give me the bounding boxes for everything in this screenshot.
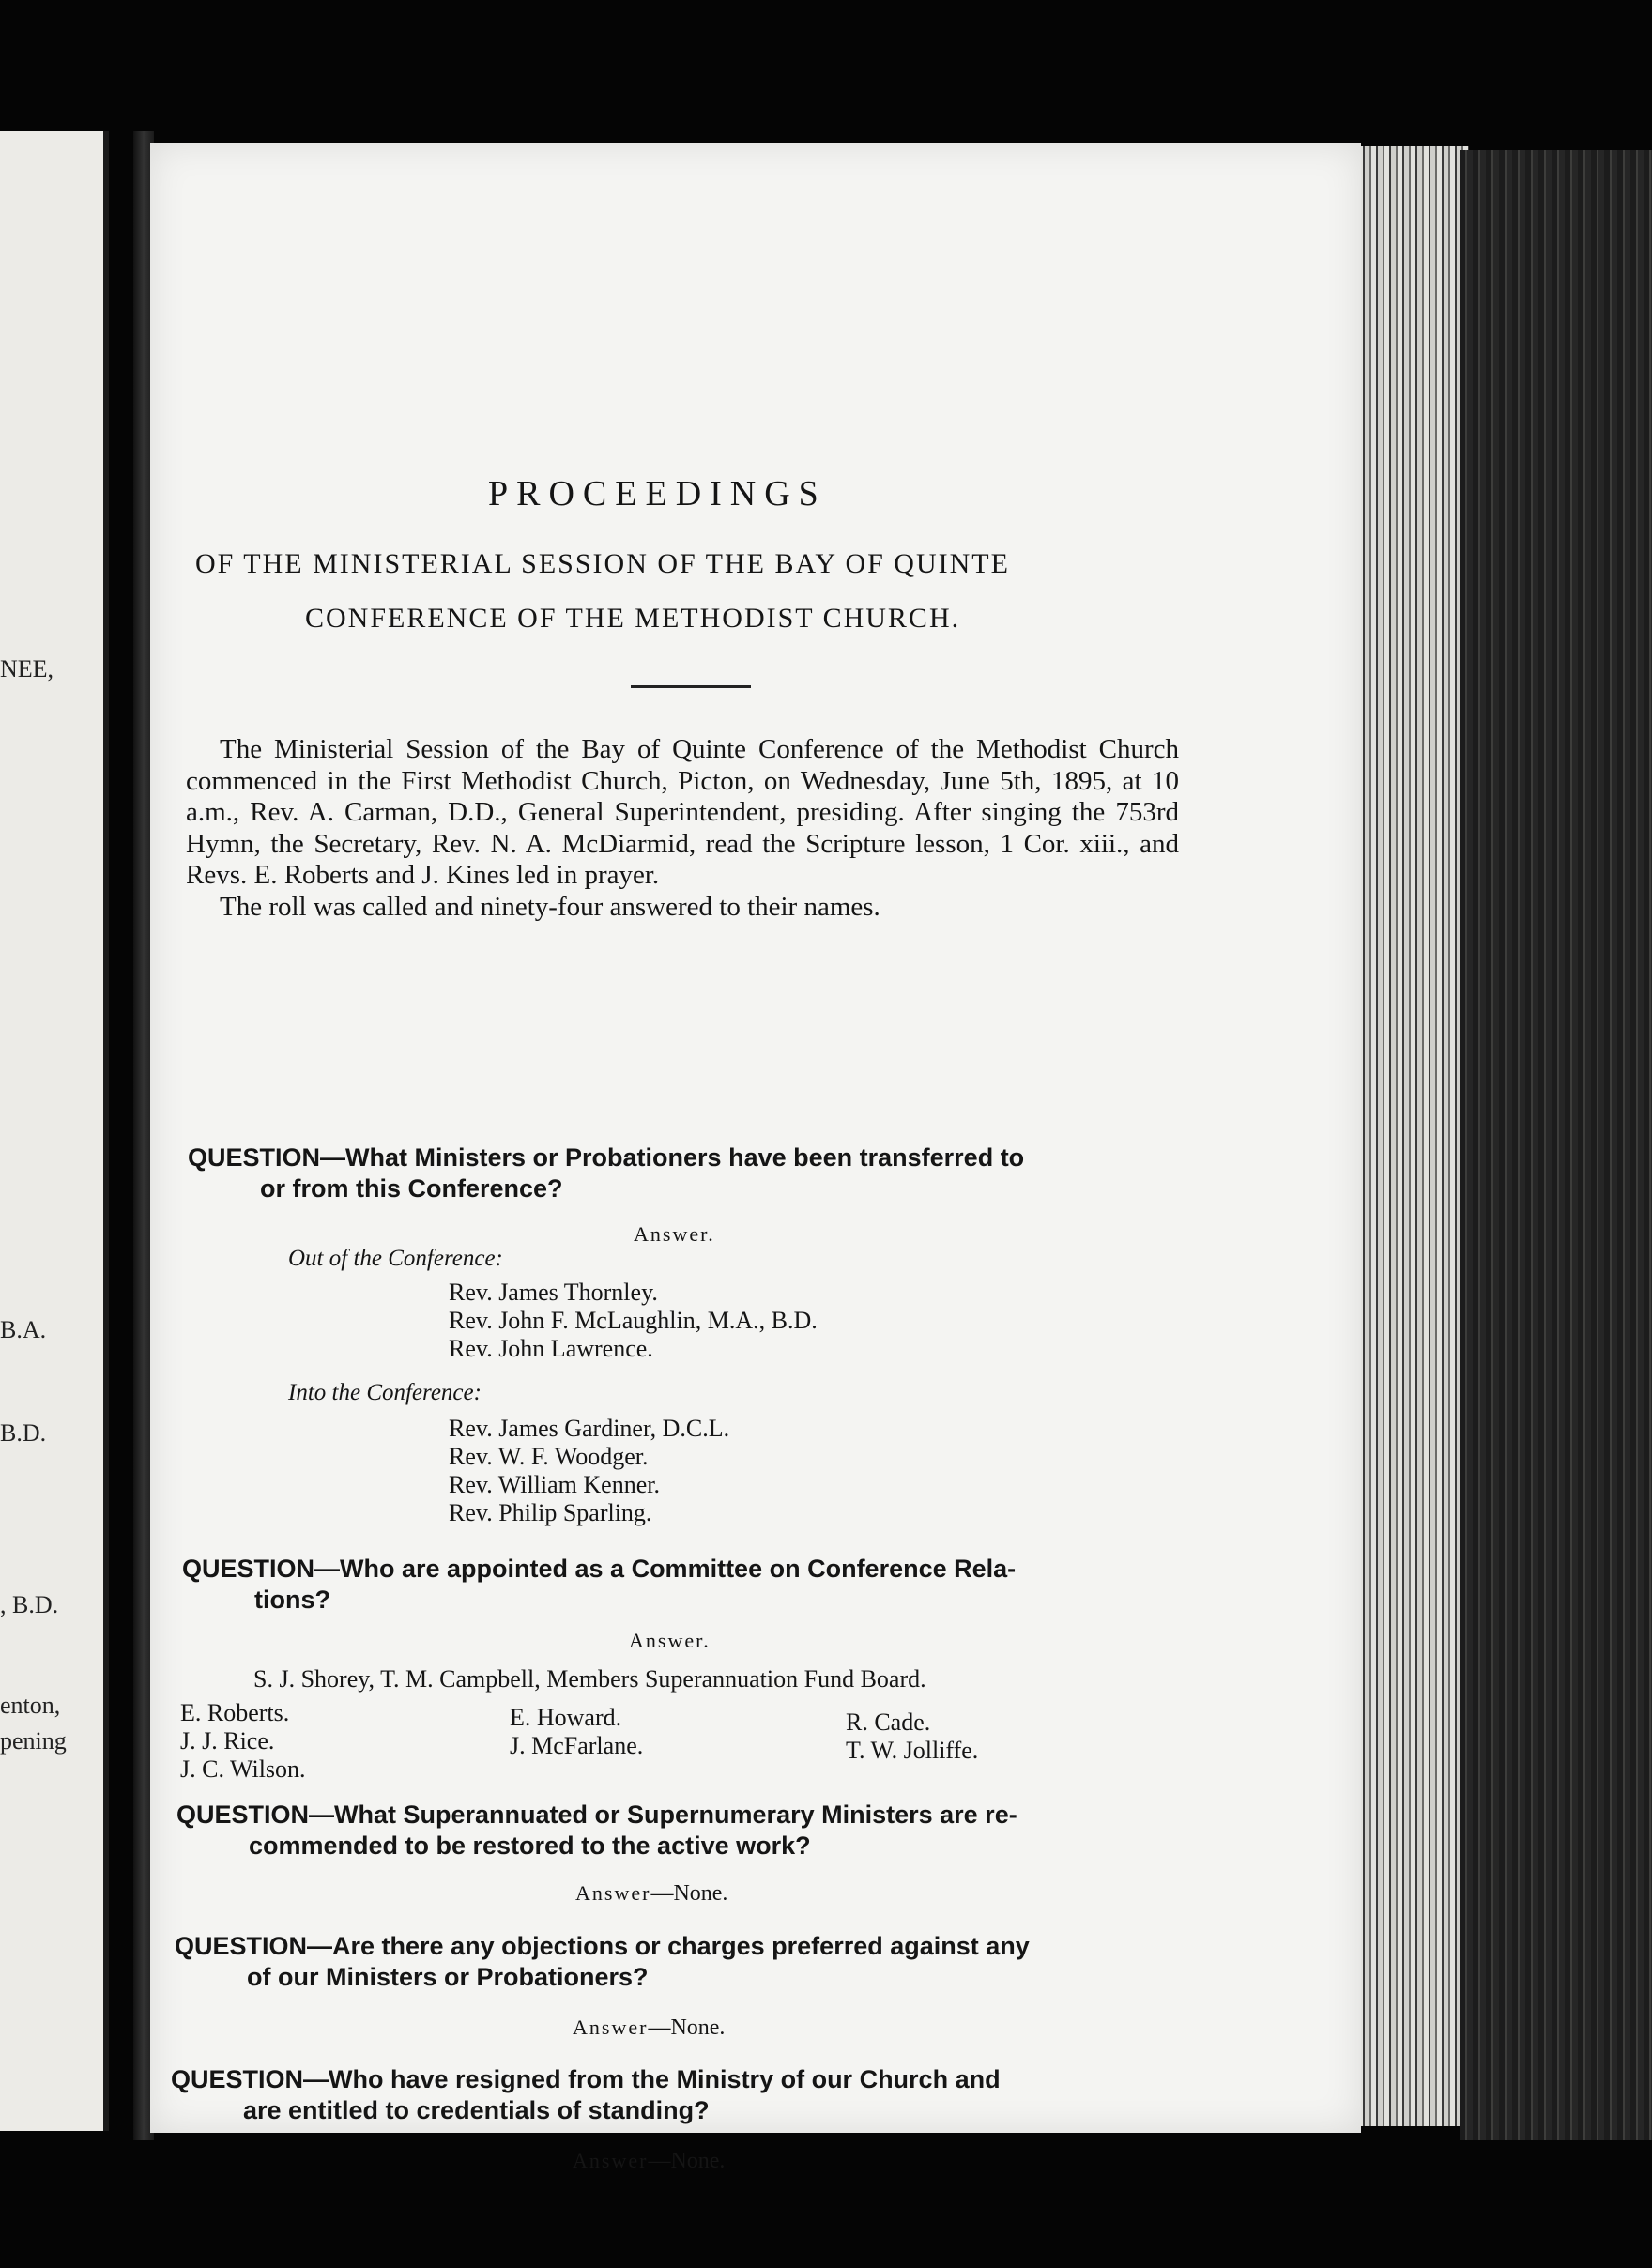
- transfer-in-name: Rev. James Gardiner, D.C.L.: [449, 1415, 730, 1442]
- left-page-fragment: pening: [0, 1727, 67, 1755]
- intro-text: [186, 734, 1179, 923]
- question-5: [171, 2064, 1180, 2126]
- answer-heading-3: [575, 1881, 727, 1907]
- answer-heading-4: [573, 2015, 725, 2041]
- committee-member: J. C. Wilson.: [180, 1755, 306, 1783]
- answer-label: Answer: [575, 1881, 651, 1905]
- transfer-out-name: Rev. James Thornley.: [449, 1279, 658, 1306]
- page-title: PROCEEDINGS: [488, 474, 827, 513]
- transfer-out-name: Rev. John F. McLaughlin, M.A., B.D.: [449, 1307, 818, 1334]
- answer-label: Answer: [573, 2015, 649, 2039]
- answer-heading-1: Answer.: [634, 1222, 715, 1246]
- into-conference-heading: Into the Conference:: [288, 1380, 482, 1405]
- book-cover-edge: [1460, 150, 1652, 2140]
- question-4: [175, 1931, 1184, 1993]
- question-text-line-1: —What Superannuated or Supernumerary Ministers are re-: [309, 1801, 1017, 1829]
- question-label: QUESTION: [175, 1932, 308, 1960]
- question-text-line-1: —Who are appointed as a Committee on Conference Rela-: [314, 1555, 1017, 1583]
- title-divider: [631, 685, 751, 688]
- answer-value: —None.: [648, 2149, 726, 2173]
- out-of-conference-heading: Out of the Conference:: [288, 1246, 503, 1271]
- left-facing-page: [0, 131, 109, 2131]
- left-page-fragment: B.A.: [0, 1316, 47, 1343]
- left-page-fragment: B.D.: [0, 1419, 47, 1447]
- question-label: QUESTION: [171, 2065, 304, 2093]
- committee-member: T. W. Jolliffe.: [846, 1737, 979, 1764]
- answer-value: —None.: [650, 1881, 728, 1906]
- roll-call-sentence: The roll was called and ninety-four answered to their names.: [220, 891, 880, 922]
- left-page-fragment: NEE,: [0, 655, 54, 682]
- question-text-line-2: or from this Conference?: [260, 1174, 563, 1203]
- transfer-in-name: Rev. W. F. Woodger.: [449, 1443, 649, 1470]
- left-page-fragment: , B.D.: [0, 1591, 59, 1618]
- transfer-in-name: Rev. Philip Sparling.: [449, 1499, 652, 1526]
- page-edges: [1352, 146, 1469, 2126]
- question-label: QUESTION: [182, 1555, 315, 1583]
- question-2: [182, 1554, 1191, 1616]
- committee-member: R. Cade.: [846, 1709, 931, 1736]
- answer-value: —None.: [648, 2015, 726, 2040]
- transfer-out-name: Rev. John Lawrence.: [449, 1335, 653, 1362]
- committee-member: J. J. Rice.: [180, 1727, 275, 1755]
- question-text-line-1: —Who have resigned from the Ministry of our Church and: [303, 2065, 1001, 2093]
- question-text-line-2: tions?: [254, 1586, 330, 1614]
- question-text-line-1: —Are there any objections or charges preferred against any: [307, 1932, 1030, 1960]
- question-text-line-2: commended to be restored to the active work?: [249, 1831, 811, 1860]
- answer-heading-5: [573, 2149, 725, 2174]
- page-subtitle-line-1: OF THE MINISTERIAL SESSION OF THE BAY OF QUINTE: [195, 548, 1010, 579]
- question-3: [176, 1800, 1185, 1862]
- answer-heading-2: Answer.: [629, 1629, 711, 1652]
- answer-label: Answer: [573, 2149, 649, 2172]
- question-text-line-2: are entitled to credentials of standing?: [243, 2096, 710, 2124]
- committee-member: E. Howard.: [510, 1704, 622, 1731]
- question-text-line-1: —What Ministers or Probationers have been transferred to: [320, 1143, 1025, 1172]
- question-label: QUESTION: [188, 1143, 321, 1172]
- intro-paragraph: The Ministerial Session of the Bay of Quinte Conference of the Methodist Church commenced in the First Methodist Church, Picton, on Wednesday, June 5th, 1895, at 10 a.m., Rev. A. Carman, D.D., General Superintendent, presiding. After singing the 753rd Hymn, the Secretary, Rev. N. A. McDiarmid, read the Scripture lesson, 1 Cor. xiii., and Revs. E. Roberts and J. Kines led in prayer.: [186, 734, 1179, 890]
- left-page-fragment: enton,: [0, 1692, 61, 1719]
- committee-member: J. McFarlane.: [510, 1732, 644, 1759]
- question-label: QUESTION: [176, 1801, 310, 1829]
- page-subtitle-line-2: CONFERENCE OF THE METHODIST CHURCH.: [305, 603, 961, 634]
- transfer-in-name: Rev. William Kenner.: [449, 1471, 660, 1498]
- document-page: [150, 143, 1361, 2173]
- question-1: [188, 1142, 1197, 1204]
- question-text-line-2: of our Ministers or Probationers?: [247, 1963, 649, 1991]
- committee-member: E. Roberts.: [180, 1699, 290, 1726]
- superannuation-members: S. J. Shorey, T. M. Campbell, Members Superannuation Fund Board.: [253, 1665, 926, 1693]
